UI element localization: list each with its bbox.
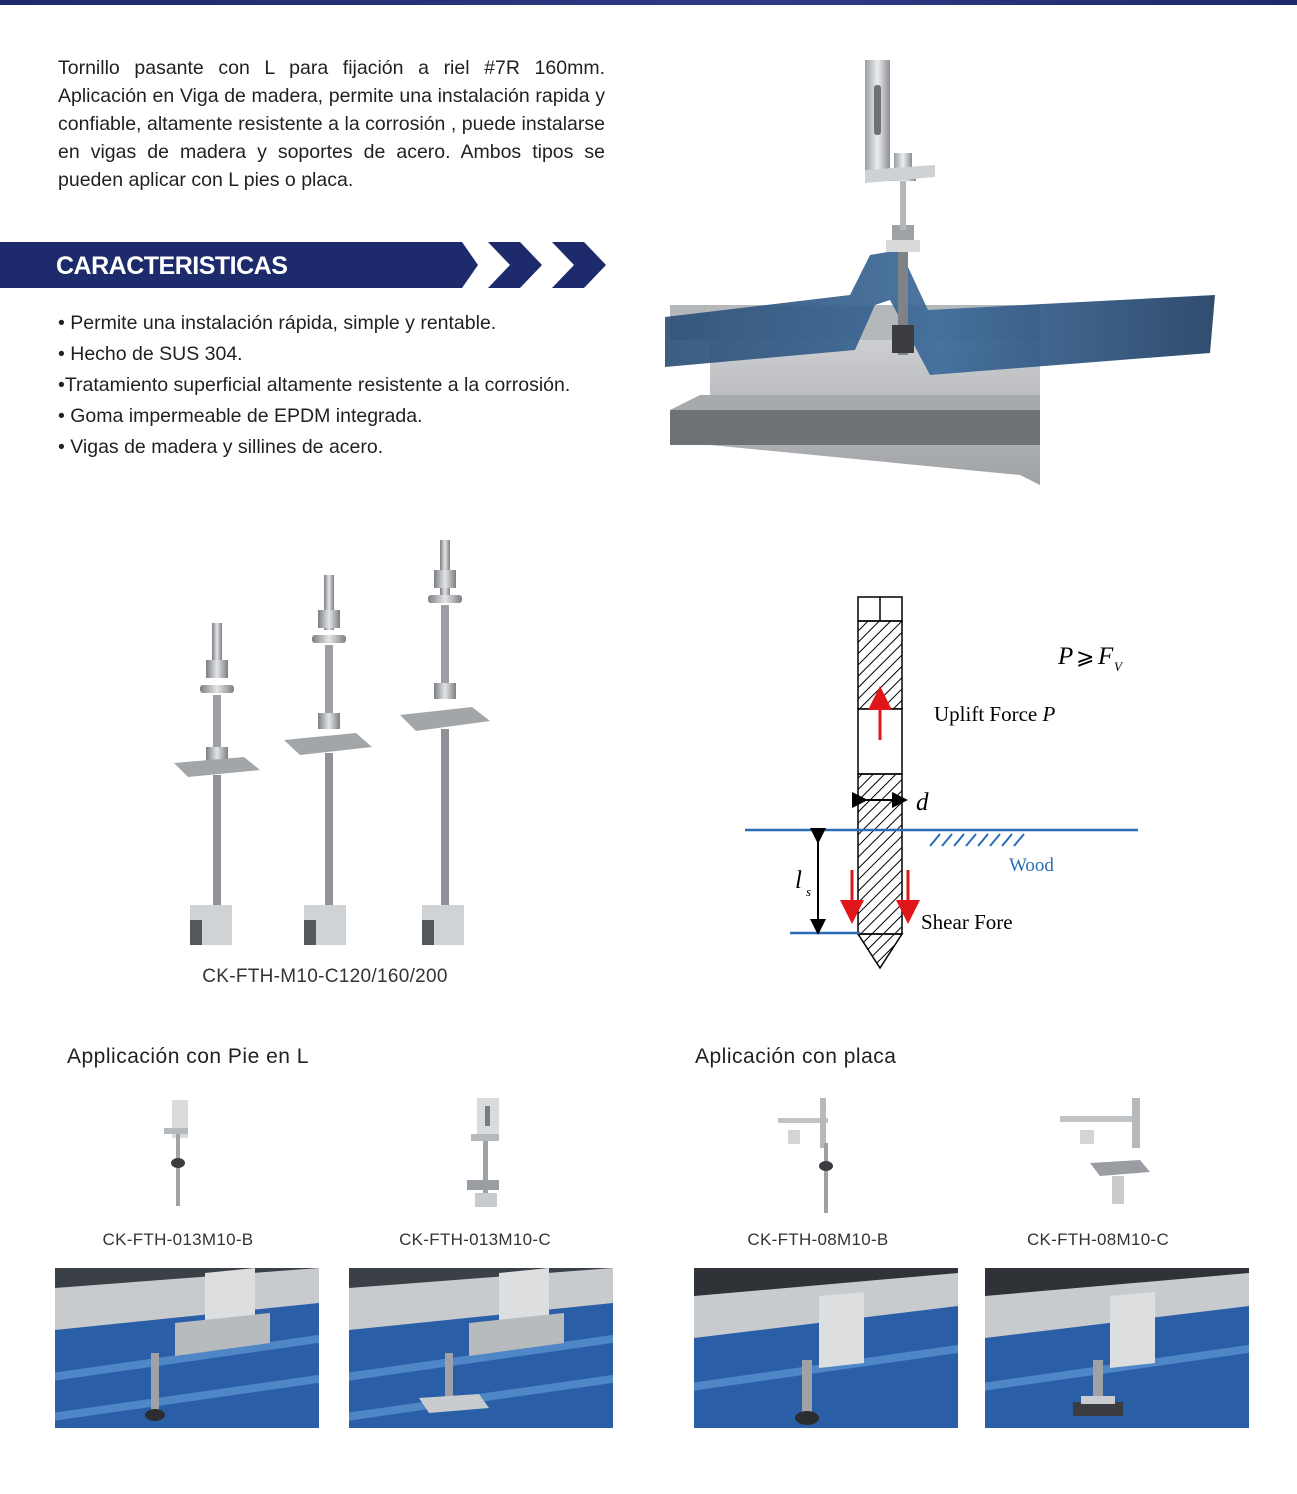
feature-item: •Tratamiento superficial altamente resistente a la corrosión. bbox=[58, 374, 571, 396]
installation-illustration bbox=[660, 55, 1220, 495]
model-label: CK-FTH-08M10-B bbox=[747, 1230, 889, 1249]
formula-f: F bbox=[1098, 643, 1114, 670]
model-label: CK-FTH-08M10-C bbox=[1026, 1230, 1170, 1249]
uplift-symbol: P bbox=[1042, 702, 1056, 726]
model-label: CK-FTH-013M10-C bbox=[399, 1230, 551, 1249]
uplift-label bbox=[934, 702, 1055, 726]
bolt-variants-illustration bbox=[160, 535, 500, 955]
uplift-text: Uplift Force bbox=[934, 702, 1043, 726]
feature-item: • Goma impermeable de EPDM integrada. bbox=[58, 405, 423, 427]
formula-p: P bbox=[1058, 643, 1074, 670]
formula-geq: ⩾ bbox=[1076, 644, 1095, 669]
feature-item: • Permite una instalación rápida, simple y rentable. bbox=[58, 312, 497, 334]
shear-label: Shear Fore bbox=[921, 910, 1013, 934]
section-title-l-foot: Applicación con Pie en L bbox=[67, 1045, 309, 1068]
feature-item: • Hecho de SUS 304. bbox=[58, 343, 243, 365]
installation-photo bbox=[349, 1268, 613, 1428]
force-diagram bbox=[740, 590, 1160, 980]
bolt-medium bbox=[284, 575, 372, 945]
diameter-label: d bbox=[916, 789, 929, 816]
feature-item: • Vigas de madera y sillines de acero. bbox=[58, 436, 384, 458]
installation-photo bbox=[985, 1268, 1249, 1428]
formula-subscript: V bbox=[1114, 659, 1122, 674]
model-thumbnail bbox=[425, 1088, 545, 1218]
feature-list bbox=[58, 308, 605, 463]
wood-label: Wood bbox=[1009, 855, 1054, 876]
model-thumbnail bbox=[1050, 1088, 1170, 1218]
installation-photo bbox=[694, 1268, 958, 1428]
section-title-characteristics: CARACTERISTICAS bbox=[56, 252, 288, 280]
bolt-variants-caption: CK-FTH-M10-C120/160/200 bbox=[202, 966, 448, 987]
top-accent-bar bbox=[0, 0, 1297, 5]
embed-length-subscript: s bbox=[806, 884, 812, 899]
section-title-plate: Aplicación con placa bbox=[695, 1045, 897, 1068]
embed-length-label: l bbox=[795, 867, 802, 894]
model-label: CK-FTH-013M10-B bbox=[102, 1230, 254, 1249]
bolt-long bbox=[400, 540, 490, 945]
bolt-short bbox=[174, 623, 260, 945]
product-description: Tornillo pasante con L para fijación a riel #7R 160mm. Aplicación en Viga de madera, permite una instalación rapida y confiable, altamente resistente a la corrosión , puede instalarse en vigas de madera y soportes de acero. Ambos tipos se pueden aplicar con L pies o placa. bbox=[58, 57, 605, 191]
installation-photo bbox=[55, 1268, 319, 1428]
model-thumbnail bbox=[768, 1088, 888, 1218]
model-thumbnail bbox=[112, 1088, 232, 1218]
